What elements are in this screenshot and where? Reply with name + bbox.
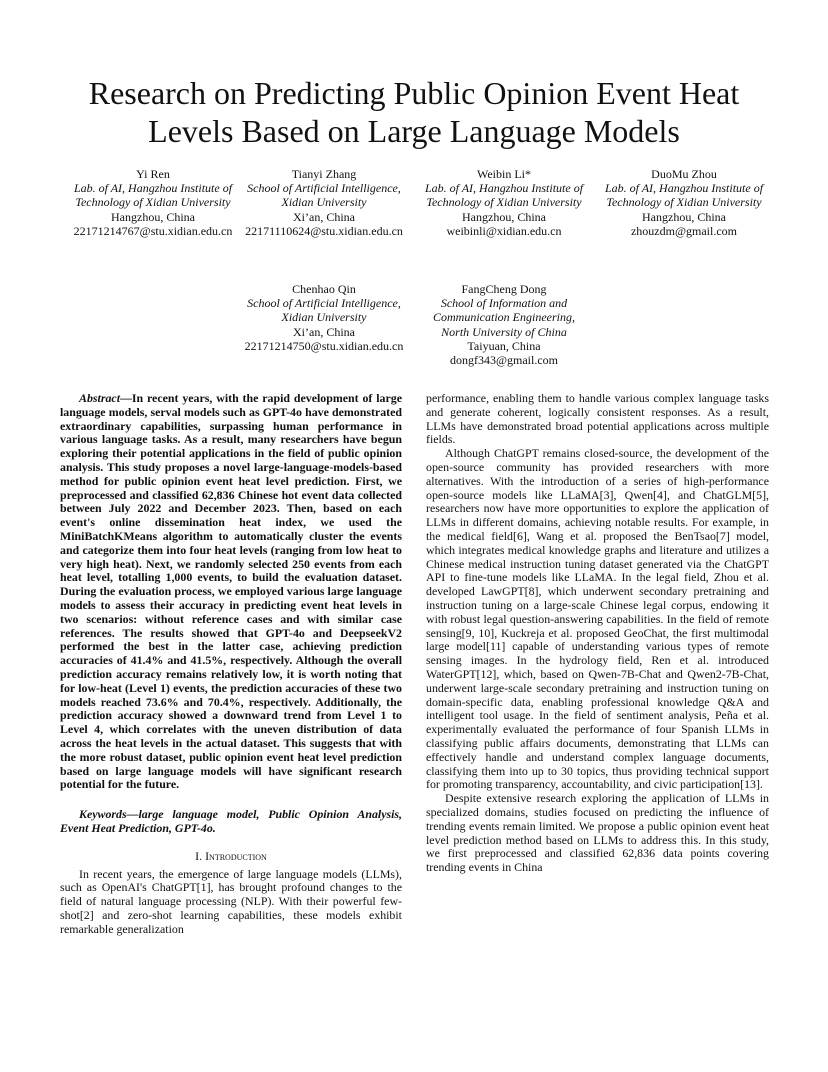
abstract-text: —In recent years, with the rapid development of large language models, serval models such as GPT-4o have demonstrated extraordinary capabilities, surpassing human performance in various language tasks. As a result, many researchers have begun exploring their potential applications in the field of public opinion analysis. This study proposes a novel large-language-models-based method for public opinion event heat level prediction. First, we preprocessed and classified 62,836 Chinese hot event data collected between July 2022 and December 2023. Then, based on each event's online dissemination heat index, we used the MiniBatchKMeans algorithm to automatically cluster the events and categorize them into four heat levels (ranging from low heat to very high heat). Next, we randomly selected 250 events from each heat level, totalling 1,000 events, to build the evaluation dataset. During the evaluation process, we employed various large language models to assess their accuracy in predicting event heat levels in two scenarios: without reference cases and with similar case references. The results showed that GPT-4o and DeepseekV2 performed the best in the latter case, achieving prediction accuracies of 41.4% and 41.5%, respectively. Although the overall prediction accuracy remains relatively low, it is worth noting that for low-heat (Level 1) events, the prediction accuracies of these two models reached 73.6% and 70.4%, respectively. Additionally, the prediction accuracy showed a downward trend from Level 1 to Level 4, which correlates with the uneven distribution of data across the heat levels in the actual dataset. This suggests that with the more robust dataset, public opinion event heat level prediction based on large language models will have significant research potential for the future. bbox=[60, 391, 402, 792]
author-affiliation: School of Information and bbox=[440, 296, 568, 311]
author-name: Weibin Li* bbox=[476, 167, 532, 181]
author-affiliation: School of Artificial Intelligence, bbox=[247, 296, 401, 311]
paper-title bbox=[40, 74, 788, 150]
author-block bbox=[229, 282, 419, 353]
author-affiliation: School of Artificial Intelligence, bbox=[247, 181, 401, 196]
author-email: zhouzdm@gmail.com bbox=[630, 223, 738, 238]
title-line-1: Research on Predicting Public Opinion Event Heat bbox=[88, 75, 740, 111]
author-affiliation: Technology of Xidian University bbox=[606, 195, 762, 210]
body-paragraph: performance, enabling them to handle various complex language tasks and generate coherent, logically consistent responses. As a result, LLMs have demonstrated broad potential applications across multiple fields. bbox=[426, 391, 769, 447]
left-column bbox=[60, 392, 402, 936]
section-title: Introduction bbox=[205, 848, 267, 863]
author-affiliation: Xidian University bbox=[281, 310, 367, 325]
author-email: 22171214750@stu.xidian.edu.cn bbox=[244, 338, 404, 353]
author-affiliation: Technology of Xidian University bbox=[426, 195, 582, 210]
section-heading bbox=[60, 850, 402, 864]
title-line-2: Levels Based on Large Language Models bbox=[148, 113, 680, 149]
section-number: I. bbox=[195, 848, 203, 863]
body-paragraph: Although ChatGPT remains closed-source, the development of the open-source community has provided researchers with more alternatives. With the introduction of a series of high-performance open-source models like LLaMA[3], Qwen[4], and ChatGLM[5], researchers now have more opportunities to explore the application of LLMs in different domains, achieving notable results. For example, in the medical field[6], Wang et al. proposed the BenTsao[7] model, which integrates medical knowledge graphs and literature and utilizes a Chinese medical instruction tuning dataset generated via the ChatGPT API to fine-tune models like LLaMA. In the legal field, Zhou et al. developed LawGPT[8], which underwent secondary pretraining and instruction tuning on a large-scale Chinese legal corpus, endowing it with robust legal question-answering capabilities. In the field of remote sensing[9, 10], Kuckreja et al. proposed GeoChat, the first multimodal large model[11] capable of understanding various types of remote sensing images. In the hydrology field, Ren et al. introduced WaterGPT[12], which, based on Qwen-7B-Chat and Qwen2-7B-Chat, underwent large-scale secondary pretraining and instruction tuning on domain-specific data, enabling professional knowledge Q&A and intelligent tool usage. In the field of sentiment analysis, Peña et al. experimentally evaluated the performance of four Spanish LLMs in classifying public affairs documents, demonstrating that LLMs can effectively handle and understand complex language documents, classifying them into up to 30 topics, thus providing technical support for promoting transparency, accountability, and civic participation[13]. bbox=[426, 446, 769, 792]
author-block bbox=[409, 167, 599, 238]
author-email: 22171214767@stu.xidian.edu.cn bbox=[73, 223, 233, 238]
right-column bbox=[426, 392, 769, 875]
author-affiliation: Lab. of AI, Hangzhou Institute of bbox=[424, 181, 584, 196]
author-affiliation: Lab. of AI, Hangzhou Institute of bbox=[73, 181, 233, 196]
author-affiliation: Technology of Xidian University bbox=[75, 195, 231, 210]
body-paragraph: Despite extensive research exploring the application of LLMs in specialized domains, studies focused on predicting the influence of trending events remain limited. We propose a public opinion event heat level prediction method based on LLMs to address this. In this study, we first preprocessed and classified 62,836 data points covering trending events in China bbox=[426, 791, 769, 875]
abstract-label: Abstract bbox=[79, 391, 120, 405]
intro-paragraph: In recent years, the emergence of large language models (LLMs), such as OpenAI's ChatGPT[1], has brought profound changes to the field of natural language processing (NLP). With their powerful few-shot[2] and zero-shot learning capabilities, these models exhibit remarkable generalization bbox=[60, 866, 402, 936]
author-email: weibinli@xidian.edu.cn bbox=[446, 223, 562, 238]
author-name: Chenhao Qin bbox=[292, 282, 356, 296]
author-email: dongf343@gmail.com bbox=[449, 353, 559, 368]
author-block bbox=[589, 167, 779, 238]
author-block bbox=[229, 167, 419, 238]
author-name: FangCheng Dong bbox=[461, 282, 547, 296]
author-affiliation: North University of China bbox=[441, 324, 567, 339]
author-location: Hangzhou, China bbox=[462, 209, 546, 224]
author-location: Xi’an, China bbox=[293, 324, 355, 339]
abstract bbox=[60, 392, 402, 792]
author-affiliation: Lab. of AI, Hangzhou Institute of bbox=[604, 181, 764, 196]
author-name: Yi Ren bbox=[136, 167, 170, 181]
author-location: Hangzhou, China bbox=[111, 209, 195, 224]
keywords: Keywords—large language model, Public Opinion Analysis, Event Heat Prediction, GPT-4o. bbox=[60, 807, 402, 835]
author-email: 22171110624@stu.xidian.edu.cn bbox=[245, 223, 403, 238]
author-name: DuoMu Zhou bbox=[651, 167, 717, 181]
author-location: Hangzhou, China bbox=[642, 209, 726, 224]
author-block bbox=[409, 282, 599, 367]
author-location: Taiyuan, China bbox=[467, 338, 541, 353]
author-block bbox=[58, 167, 248, 238]
author-affiliation: Xidian University bbox=[281, 195, 367, 210]
author-name: Tianyi Zhang bbox=[291, 167, 357, 181]
author-affiliation: Communication Engineering, bbox=[433, 310, 575, 325]
author-location: Xi’an, China bbox=[293, 209, 355, 224]
